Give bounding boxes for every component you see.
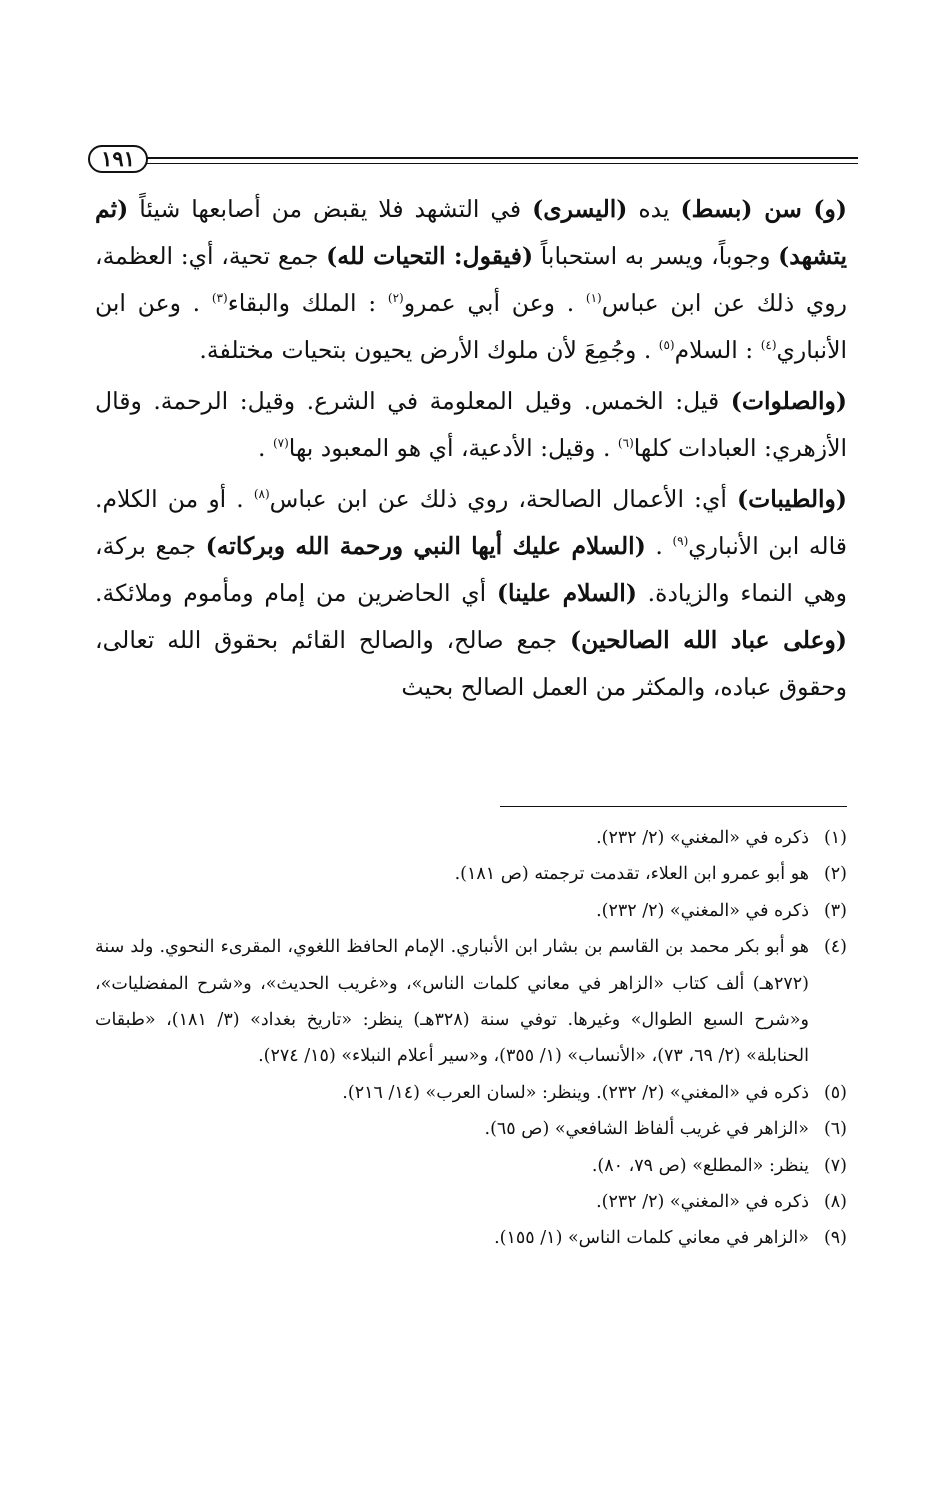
footnote-number: (٨)	[823, 1192, 847, 1213]
footnote-number: (٦)	[823, 1119, 847, 1140]
text-run: . وعن ابن الأنباري	[95, 289, 847, 364]
footnote-marker: (٢)	[387, 291, 404, 306]
footnote	[95, 820, 847, 856]
text-run: . وعن أبي عمرو	[403, 289, 586, 317]
footnote-marker: (٦)	[617, 436, 634, 451]
main-text	[95, 186, 847, 711]
text-run: . أو من الكلام. قاله ابن الأنباري	[95, 485, 847, 560]
text-run: : الملك والبقاء	[227, 289, 388, 317]
footnote-number: (٥)	[823, 1082, 847, 1103]
bold-phrase: (السلام عليك أيها النبي ورحمة الله وبركاته)	[205, 532, 646, 560]
footnote-number: (٤)	[823, 937, 847, 958]
page-header	[88, 142, 858, 178]
text-run: أي الحاضرين من إمام ومأموم وملائكة.	[95, 579, 497, 607]
footnote-text: هو أبو عمرو ابن العلاء، تقدمت ترجمته (ص ١٨١).	[454, 864, 809, 885]
bold-phrase: (وعلى عباد الله الصالحين)	[569, 626, 848, 654]
footnote-text: «الزاهر في غريب ألفاظ الشافعي» (ص ٦٥).	[484, 1119, 809, 1140]
text-run: جمع صالح، والصالح القائم بحقوق الله تعالى، وحقوق عباده، والمكثر من العمل الصالح بحيث	[95, 626, 847, 701]
bold-phrase: (و) سن	[752, 195, 847, 223]
text-run: أي: الأعمال الصالحة، روي ذلك عن ابن عباس	[269, 485, 737, 513]
footnote-number: (٧)	[823, 1155, 847, 1176]
text-run: . وجُمِعَ لأن ملوك الأرض يحيون بتحيات مختلفة.	[199, 336, 659, 364]
bold-phrase: (ثم يتشهد)	[95, 195, 847, 270]
footnote-text: ذكره في «المغني» (٢/ ٢٣٢).	[596, 828, 809, 848]
text-run: .	[645, 532, 673, 560]
bold-phrase: (بسط)	[680, 195, 753, 223]
footnote	[95, 856, 847, 892]
text-run: قيل: الخمس. وقيل المعلومة في الشرع. وقيل: الرحمة. وقال الأزهري: العبادات كلها	[95, 387, 847, 462]
footnote-marker: (١)	[585, 291, 602, 306]
footnotes	[95, 820, 847, 1257]
text-run: في التشهد فلا يقبض من أصابعها شيئاً	[128, 195, 533, 223]
footnote-number: (٩)	[823, 1228, 847, 1249]
footnote-marker: (٥)	[658, 338, 675, 353]
bold-phrase: (اليسرى)	[532, 195, 628, 223]
paragraph-tayyibat	[95, 476, 847, 711]
footnote-marker: (٣)	[211, 291, 228, 306]
footnote	[95, 1184, 847, 1220]
footnote-divider	[500, 806, 847, 807]
bold-phrase: (والطيبات)	[736, 485, 848, 513]
footnote	[95, 893, 847, 929]
text-run: جمع تحية، أي: العظمة، روي ذلك عن ابن عباس	[95, 242, 847, 317]
paragraph-salawat	[95, 378, 847, 472]
footnote-text: ذكره في «المغني» (٢/ ٢٣٢).	[596, 1192, 809, 1213]
footnote-number: (١)	[823, 828, 847, 848]
bold-phrase: (السلام علينا)	[496, 579, 637, 607]
text-run: جمع بركة، وهي النماء والزيادة.	[95, 532, 847, 607]
footnote	[95, 1220, 847, 1256]
text-run: وجوباً، ويسر به استحباباً	[533, 242, 779, 270]
footnote-text: ينظر: «المطلع» (ص ٧٩، ٨٠).	[591, 1155, 809, 1176]
text-run: : السلام	[674, 336, 761, 364]
text-run: .	[258, 434, 273, 462]
bold-phrase: (فيقول: التحيات لله)	[326, 242, 534, 270]
footnote-number: (٣)	[823, 900, 847, 921]
text-run: . وقيل: الأدعية، أي هو المعبود بها	[288, 434, 618, 462]
paragraph-tahiyyat	[95, 186, 847, 374]
footnote-text: هو أبو بكر محمد بن القاسم بن بشار ابن الأنباري. الإمام الحافظ اللغوي، المقرىء النحوي. ولد سنة (٢٧٢هـ) ألف كتاب «الزاهر في معاني كلمات الناس»، و«غريب الحديث»، و«شرح المفضليات»، و«شرح السبع الطوال» وغيرها. توفي سنة (٣٢٨هـ) ينظر: «تاريخ بغداد» (٣/ ١٨١)، «طبقات الحنابلة» (٢/ ٦٩، ٧٣)، «الأنساب» (١/ ٣٥٥)، و«سير أعلام النبلاء» (١٥/ ٢٧٤).	[95, 937, 809, 1067]
footnote-number: (٢)	[823, 864, 847, 885]
footnote-text: ذكره في «المغني» (٢/ ٢٣٢).	[596, 900, 809, 921]
text-run: يده	[627, 195, 681, 223]
footnote-marker: (٨)	[253, 487, 270, 502]
header-rule-thin	[146, 163, 858, 164]
footnote	[95, 1111, 847, 1147]
footnote-marker: (٤)	[760, 338, 777, 353]
footnote-marker: (٧)	[272, 436, 289, 451]
footnote	[95, 1075, 847, 1111]
page-number: ١٩١	[88, 145, 148, 173]
footnote-text: «الزاهر في معاني كلمات الناس» (١/ ١٥٥).	[494, 1228, 809, 1249]
bold-phrase: (والصلوات)	[730, 387, 847, 415]
footnote-text: ذكره في «المغني» (٢/ ٢٣٢). وينظر: «لسان العرب» (١٤/ ٢١٦).	[342, 1082, 809, 1103]
footnote	[95, 929, 847, 1075]
header-rule-thick	[146, 157, 858, 159]
footnote	[95, 1148, 847, 1184]
footnote-marker: (٩)	[672, 534, 689, 549]
